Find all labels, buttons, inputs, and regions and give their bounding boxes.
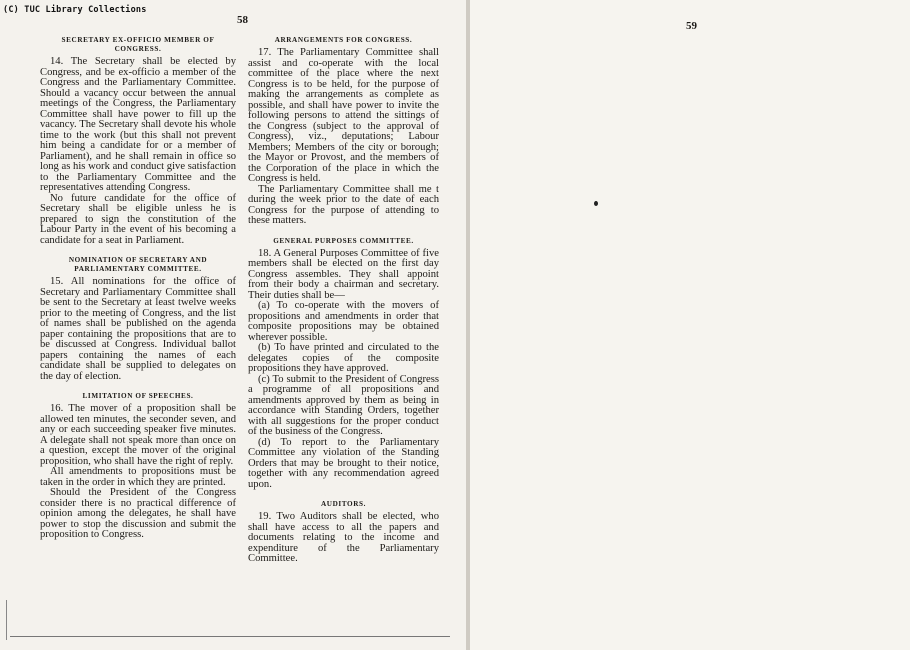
right-page-number: 59 <box>686 20 697 32</box>
paragraph: 18. A General Purposes Committee of five members shall be elected on the first day Congress assembles. They shall appoint from their body a chairman and secretary. Their duties shall be— <box>248 247 439 301</box>
left-page-number: 58 <box>237 14 248 26</box>
watermark: (C) TUC Library Collections <box>3 5 147 15</box>
section-heading: SECRETARY EX-OFFICIO MEMBER OF CONGRESS. <box>61 36 215 53</box>
paragraph: No future candidate for the office of Secretary shall be eligible unless he is prepared to sign the constitution of the Labour Party in the event of his becoming a candidate for a seat in Parliament. <box>40 192 236 246</box>
paragraph: (b) To have printed and circulated to the delegates copies of the composite propositions they have approved. <box>248 342 439 374</box>
section-heading: LIMITATION OF SPEECHES. <box>82 392 194 400</box>
section-heading: AUDITORS. <box>320 500 366 508</box>
section-heading: ARRANGEMENTS FOR CONGRESS. <box>274 36 413 44</box>
paragraph: 16. The mover of a proposition shall be allowed ten minutes, the seconder seven, and any or each succeeding speaker five minutes. A delegate shall not speak more than once on a question, except the mover of the original proposition, who shall have the right of reply. <box>40 403 236 467</box>
paragraph: 19. Two Auditors shall be elected, who shall have access to all the papers and documents relating to the income and expenditure of the Parliamentary Committee. <box>248 511 439 564</box>
page-bottom-edge <box>10 636 450 637</box>
paragraph: 15. All nominations for the office of Secretary and Parliamentary Committee shall be sent to the Secretary at least twelve weeks prior to the meeting of Congress, and the list of names shall be published on the agenda paper containing the propositions that are to be discussed at Congress. Individual ballot papers containing the names of each candidate shall be supplied to delegates on the day of election. <box>40 276 236 382</box>
paragraph: (a) To co-operate with the movers of propositions and amendments in order that composite propositions may be obtained wherever possible. <box>248 300 439 343</box>
section-gap <box>40 246 236 254</box>
paragraph: 14. The Secretary shall be elected by Congress, and be ex-officio a member of the Congress and the Parliamentary Committee. Should a vacancy occur between the annual meetings of the Congress, the Parliamentary Committee shall have power to fill up the vacancy. The Secretary shall devote his whole time to the work (but this shall not prevent him being a candidate for or a member of Parliament), and he shall remain in office so long as his work and conduct give satisfaction to the Parliamentary Committee and the representatives attending Congress. <box>40 56 236 193</box>
left-text-column <box>40 34 236 541</box>
right-page <box>468 0 910 650</box>
paragraph: All amendments to propositions must be taken in the order in which they are printed. <box>40 466 236 488</box>
section-gap <box>248 227 439 235</box>
left-page-edge <box>6 600 7 640</box>
right-text-column <box>248 34 439 565</box>
section-heading: GENERAL PURPOSES COMMITTEE. <box>273 236 414 245</box>
paragraph: (c) To submit to the President of Congress a programme of all propositions and amendments approved by them as being in accordance with Standing Orders, together with all suggestions for the proper conduct of the business of the Congress. <box>248 373 439 437</box>
section-heading: NOMINATION OF SECRETARY AND PARLIAMENTARY COMMITTEE. <box>68 256 208 273</box>
paragraph: Should the President of the Congress consider there is no practical difference of opinion among the delegates, he shall have power to stop the discussion and submit the proposition to Congress. <box>40 487 236 540</box>
paragraph: (d) To report to the Parliamentary Committee any violation of the Standing Orders that may be brought to their notice, together with any recommendation agreed upon. <box>248 436 439 490</box>
section-gap <box>40 382 236 390</box>
section-gap <box>248 490 439 498</box>
paragraph: The Parliamentary Committee shall me t during the week prior to the date of each Congress for the purpose of attending to these matters. <box>248 183 439 226</box>
ink-spot <box>594 201 598 206</box>
book-spine <box>466 0 470 650</box>
paragraph: 17. The Parliamentary Committee shall assist and co-operate with the local committee of the place where the next Congress is to be held, for the purpose of making the arrangements as complete as possible, and shall have power to invite the following persons to attend the sittings of the Congress (subject to the approval of Congress), viz., deputations; Labour Members; Members of the city or borough; the Mayor or Provost, and the members of the Corporation of the place in which the Congress is held. <box>248 47 439 184</box>
